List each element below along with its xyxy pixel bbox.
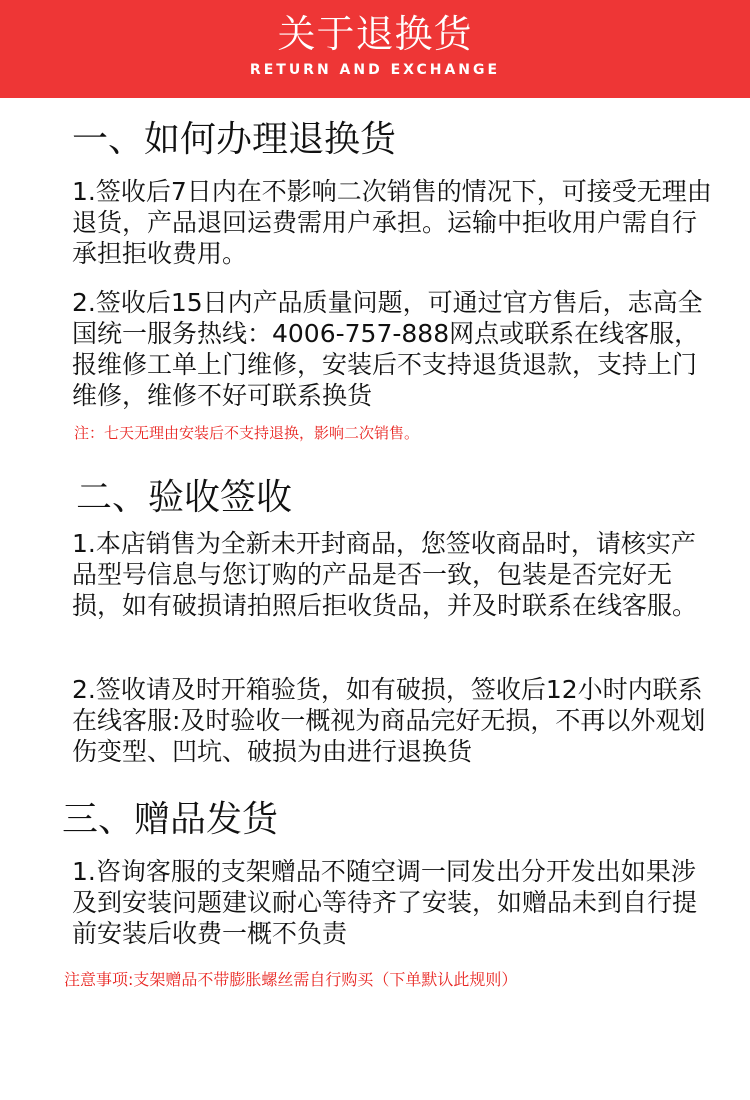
section-3-note: 注意事项:支架赠品不带膨胀螺丝需自行购买（下单默认此规则） <box>64 970 518 989</box>
section-1-note: 注：七天无理由安装后不支持退换，影响二次销售。 <box>74 424 420 442</box>
header-subtitle: RETURN AND EXCHANGE <box>249 62 501 78</box>
page-header <box>0 0 750 98</box>
section-heading-return-exchange: 一、如何办理退换货 <box>72 119 397 160</box>
section-1-paragraph-1: 1.签收后7日内在不影响二次销售的情况下，可接受无理由退货，产品退回运费需用户承担。运输中拒收用户需自行承担拒收费用。 <box>72 177 712 268</box>
header-title: 关于退换货 <box>277 12 473 56</box>
section-heading-inspection: 二、验收签收 <box>76 477 293 518</box>
section-1-paragraph-2: 2.签收后15日内产品质量问题，可通过官方售后，志高全国统一服务热线：4006-757-888网点或联系在线客服，报维修工单上门维修，安装后不支持退货退款，支持上门维修，维修不好可联系换货 <box>72 288 703 410</box>
section-heading-gift-shipping: 三、赠品发货 <box>62 799 279 840</box>
section-3-paragraph-1: 1.咨询客服的支架赠品不随空调一同发出分开发出如果涉及到安装问题建议耐心等待齐了安装，如赠品未到自行提前安装后收费一概不负责 <box>72 857 698 948</box>
section-2-paragraph-1: 1.本店销售为全新未开封商品，您签收商品时，请核实产品型号信息与您订购的产品是否一致，包装是否完好无损，如有破损请拍照后拒收货品，并及时联系在线客服。 <box>72 529 698 620</box>
section-2-paragraph-2: 2.签收请及时开箱验货，如有破损，签收后12小时内联系在线客服:及时验收一概视为商品完好无损，不再以外观划伤变型、凹坑、破损为由进行退换货 <box>72 675 706 766</box>
